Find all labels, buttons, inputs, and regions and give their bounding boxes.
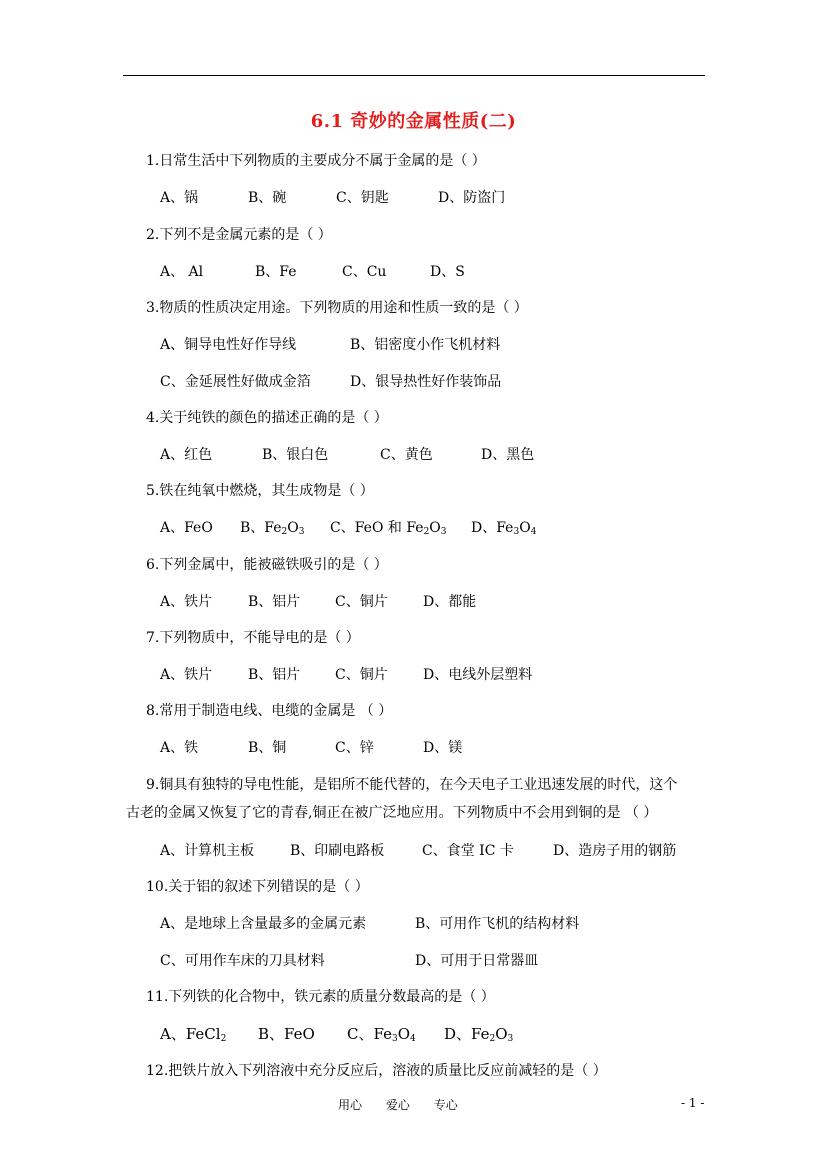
question-9-stem-line1: 9.铜具有独特的导电性能，是铝所不能代替的，在今天电子工业迅速发展的时代，这个 (146, 777, 678, 793)
question-12-stem: 12.把铁片放入下列溶液中充分反应后，溶液的质量比反应前减轻的是（ ） (146, 1063, 607, 1079)
option-a: A、FeCl$_2$ (160, 1025, 227, 1044)
question-4-stem: 4.关于纯铁的颜色的描述正确的是（ ） (146, 410, 388, 426)
question-1-stem: 1.日常生活中下列物质的主要成分不属于金属的是（ ） (146, 153, 486, 169)
page-number: - 1 - (681, 1096, 705, 1110)
option-b: B、铝片 (248, 667, 301, 683)
option-b: B、印刷电路板 (290, 843, 385, 859)
option-c: C、可用作车床的刀具材料 (160, 953, 325, 969)
option-c: C、钥匙 (336, 190, 389, 206)
option-d: D、可用于日常器皿 (415, 953, 539, 969)
option-c: C、$Fe_3O_4$ (347, 1025, 416, 1044)
footer-motto-2: 爱心 (385, 1098, 410, 1112)
question-6-stem: 6.下列金属中，能被磁铁吸引的是（ ） (146, 557, 388, 573)
option-b: B、铜 (248, 740, 287, 756)
page-title: 6.1 奇妙的金属性质(二) (310, 111, 517, 132)
option-c: C、锌 (335, 740, 374, 756)
option-a: A、锅 (160, 190, 199, 206)
option-d: D、银导热性好作装饰品 (350, 374, 502, 390)
question-11-stem: 11.下列铁的化合物中，铁元素的质量分数最高的是（ ） (146, 989, 495, 1005)
question-9-stem-line2: 古老的金属又恢复了它的青春,铜正在被广泛地应用。下列物质中不会用到铜的是 （ ） (126, 805, 658, 821)
footer-motto (338, 1096, 478, 1113)
option-a: A、铜导电性好作导线 (160, 337, 297, 353)
option-d: D、$Fe_2O_3$ (444, 1025, 514, 1044)
option-a: A、铁片 (160, 667, 213, 683)
option-a: A、 Al (160, 264, 204, 280)
option-d: D、黑色 (481, 447, 535, 463)
option-c: C、黄色 (380, 447, 433, 463)
option-c: C、铜片 (335, 594, 388, 610)
option-d: D、造房子用的钢筋 (553, 843, 677, 859)
option-c: C、铜片 (335, 667, 388, 683)
option-b: B、Fe (255, 264, 297, 280)
option-d: D、镁 (423, 740, 463, 756)
option-c: C、Cu (342, 264, 387, 280)
option-b: B、碗 (248, 190, 287, 206)
footer-motto-3: 专心 (433, 1098, 458, 1112)
option-b: B、$Fe_2O_3$ (240, 520, 305, 537)
option-b: B、FeO (258, 1025, 315, 1043)
option-c: C、FeO 和 $Fe_2O_3$ (330, 520, 447, 537)
option-c: C、金延展性好做成金箔 (160, 374, 311, 390)
option-d: D、防盗门 (438, 190, 506, 206)
option-a: A、红色 (160, 447, 213, 463)
option-a: A、铁 (160, 740, 199, 756)
option-a: A、是地球上含量最多的金属元素 (160, 916, 367, 932)
question-7-stem: 7.下列物质中，不能导电的是（ ） (146, 630, 360, 646)
question-3-stem: 3.物质的性质决定用途。下列物质的用途和性质一致的是（ ） (146, 300, 528, 316)
option-a: A、计算机主板 (160, 843, 255, 859)
option-b: B、银白色 (262, 447, 329, 463)
option-b: B、可用作飞机的结构材料 (415, 916, 580, 932)
question-5-stem: 5.铁在纯氧中燃烧，其生成物是（ ） (146, 483, 374, 499)
option-b: B、铝密度小作飞机材料 (350, 337, 501, 353)
header-rule (123, 75, 705, 76)
option-d: D、都能 (423, 594, 477, 610)
option-c: C、食堂 IC 卡 (422, 843, 514, 859)
option-d: D、$Fe_3O_4$ (471, 520, 537, 537)
option-a: A、铁片 (160, 594, 213, 610)
question-2-stem: 2.下列不是金属元素的是（ ） (146, 227, 332, 243)
option-d: D、电线外层塑料 (423, 667, 533, 683)
question-8-stem: 8.常用于制造电线、电缆的金属是 （ ） (146, 703, 393, 719)
question-10-stem: 10.关于铝的叙述下列错误的是（ ） (146, 879, 369, 895)
option-b: B、铝片 (248, 594, 301, 610)
option-a: A、FeO (160, 520, 213, 536)
footer-motto-1: 用心 (338, 1098, 363, 1112)
option-d: D、S (430, 264, 465, 280)
